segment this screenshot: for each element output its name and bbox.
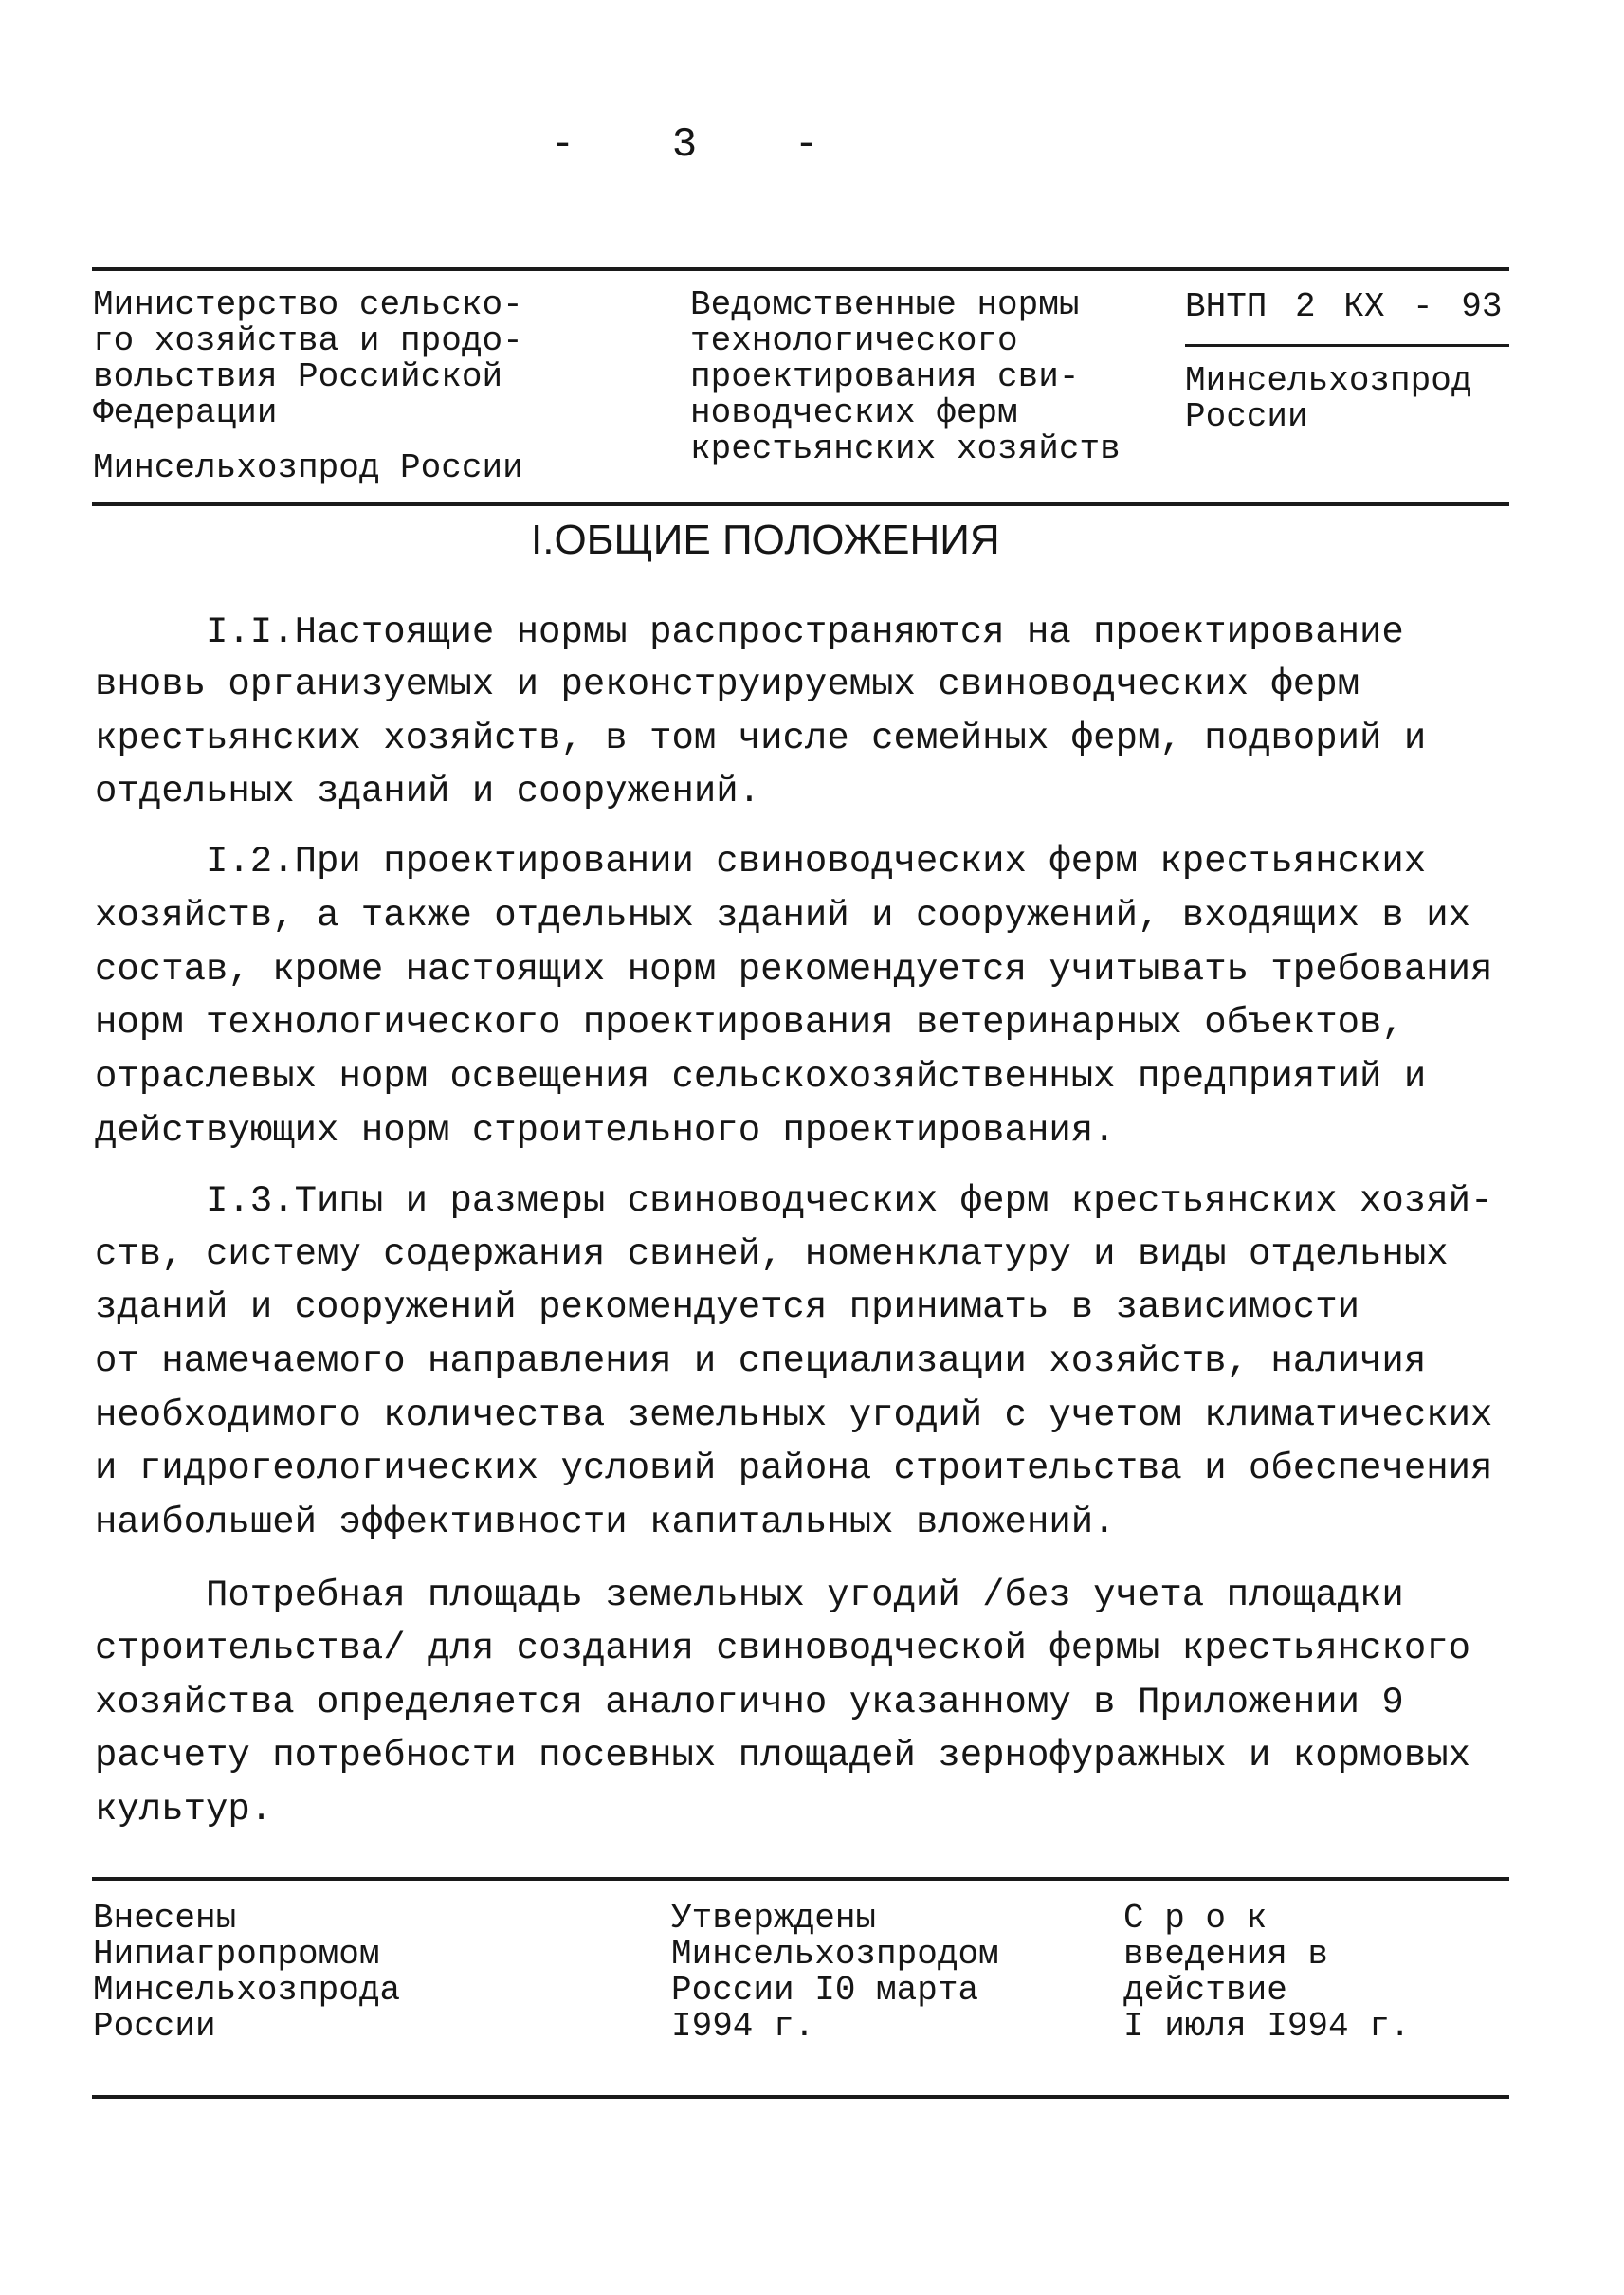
header-bottom-rule bbox=[92, 502, 1509, 506]
footer-line: Минсельхозпрода bbox=[93, 1971, 401, 2010]
header-left-line: Министерство сельско- bbox=[93, 285, 523, 324]
header-center-line: Ведомственные нормы bbox=[690, 285, 1080, 324]
paragraph-line: I.3.Типы и размеры свиноводческих ферм крестьянских хозяй- bbox=[206, 1180, 1493, 1222]
paragraph-line: вновь организуемых и реконструируемых свиноводческих ферм bbox=[95, 664, 1360, 705]
footer-line: России I0 марта bbox=[671, 1971, 979, 2010]
header-left-bottom: Минсельхозпрод России bbox=[93, 448, 523, 487]
footer-submitted bbox=[93, 1901, 400, 2045]
footer-line: Нипиагропромом bbox=[93, 1935, 380, 1974]
footer-approved bbox=[671, 1901, 999, 2045]
section-title: I.ОБЩИЕ ПОЛОЖЕНИЯ bbox=[531, 517, 1000, 563]
header-center-line: новодческих ферм bbox=[690, 393, 1018, 432]
paragraph-line: Потребная площадь земельных угодий /без учета площадки bbox=[206, 1575, 1404, 1616]
footer-line: I994 г. bbox=[671, 2007, 815, 2046]
paragraph-line: от намечаемого направления и специализации хозяйств, наличия bbox=[95, 1340, 1427, 1382]
footer-top-rule bbox=[92, 1877, 1509, 1881]
paragraph-line: хозяйства определяется аналогично указанному в Приложении 9 bbox=[95, 1682, 1404, 1723]
paragraph-line: ств, систему содержания свиней, номенклатуру и виды отдельных bbox=[95, 1233, 1449, 1275]
paragraph-line: культур. bbox=[95, 1789, 273, 1831]
header-right-line: Минсельхозпрод bbox=[1185, 361, 1472, 400]
header-code-rule bbox=[1185, 344, 1509, 347]
paragraph-line: хозяйств, а также отдельных зданий и сооружений, входящих в их bbox=[95, 895, 1471, 937]
paragraph-line: действующих норм строительного проектирования. bbox=[95, 1110, 1116, 1152]
footer-line: Утверждены bbox=[671, 1899, 877, 1938]
header-left-line: вольствия Российской bbox=[93, 357, 503, 396]
header-left-line: Федерации bbox=[93, 393, 278, 432]
paragraph-line: отдельных зданий и сооружений. bbox=[95, 771, 761, 812]
page-number: - 3 - bbox=[550, 121, 837, 169]
header-right-org bbox=[1185, 363, 1471, 435]
footer-line: С р о к bbox=[1123, 1899, 1268, 1938]
header-center-line: проектирования сви- bbox=[690, 357, 1080, 396]
footer-effective-date bbox=[1123, 1901, 1410, 2045]
header-top-rule bbox=[92, 267, 1509, 271]
footer-line: действие bbox=[1123, 1971, 1287, 2010]
header-center-line: технологического bbox=[690, 321, 1018, 360]
paragraph-line: зданий и сооружений рекомендуется принимать в зависимости bbox=[95, 1286, 1360, 1328]
paragraph-line: и гидрогеологических условий района строительства и обеспечения bbox=[95, 1448, 1493, 1489]
paragraph-line: наибольшей эффективности капитальных вложений. bbox=[95, 1502, 1116, 1543]
header-center-line: крестьянских хозяйств bbox=[690, 429, 1121, 468]
footer-line: Минсельхозпродом bbox=[671, 1935, 999, 1974]
footer-bottom-rule bbox=[92, 2095, 1509, 2099]
paragraph-line: строительства/ для создания свиноводческой фермы крестьянского bbox=[95, 1628, 1471, 1669]
footer-line: Внесены bbox=[93, 1899, 237, 1938]
paragraph-line: I.I.Настоящие нормы распространяются на проектирование bbox=[206, 611, 1404, 653]
paragraph-line: I.2.При проектировании свиноводческих ферм крестьянских bbox=[206, 841, 1427, 883]
footer-line: России bbox=[93, 2007, 216, 2046]
paragraph-line: крестьянских хозяйств, в том числе семейных ферм, подворий и bbox=[95, 718, 1427, 759]
paragraph-line: необходимого количества земельных угодий с учетом климатических bbox=[95, 1394, 1493, 1436]
header-left-line: го хозяйства и продо- bbox=[93, 321, 523, 360]
header-left-org bbox=[93, 287, 523, 431]
paragraph-line: норм технологического проектирования ветеринарных объектов, bbox=[95, 1002, 1404, 1044]
paragraph-line: состав, кроме настоящих норм рекомендуется учитывать требования bbox=[95, 949, 1493, 991]
header-right-line: России bbox=[1185, 397, 1308, 436]
footer-line: I июля I994 г. bbox=[1123, 2007, 1411, 2046]
footer-line: введения в bbox=[1123, 1935, 1329, 1974]
header-center-title bbox=[690, 287, 1121, 467]
document-code: ВНТП 2 КХ - 93 bbox=[1185, 287, 1503, 326]
paragraph-line: отраслевых норм освещения сельскохозяйственных предприятий и bbox=[95, 1056, 1427, 1098]
paragraph-line: расчету потребности посевных площадей зернофуражных и кормовых bbox=[95, 1735, 1471, 1776]
